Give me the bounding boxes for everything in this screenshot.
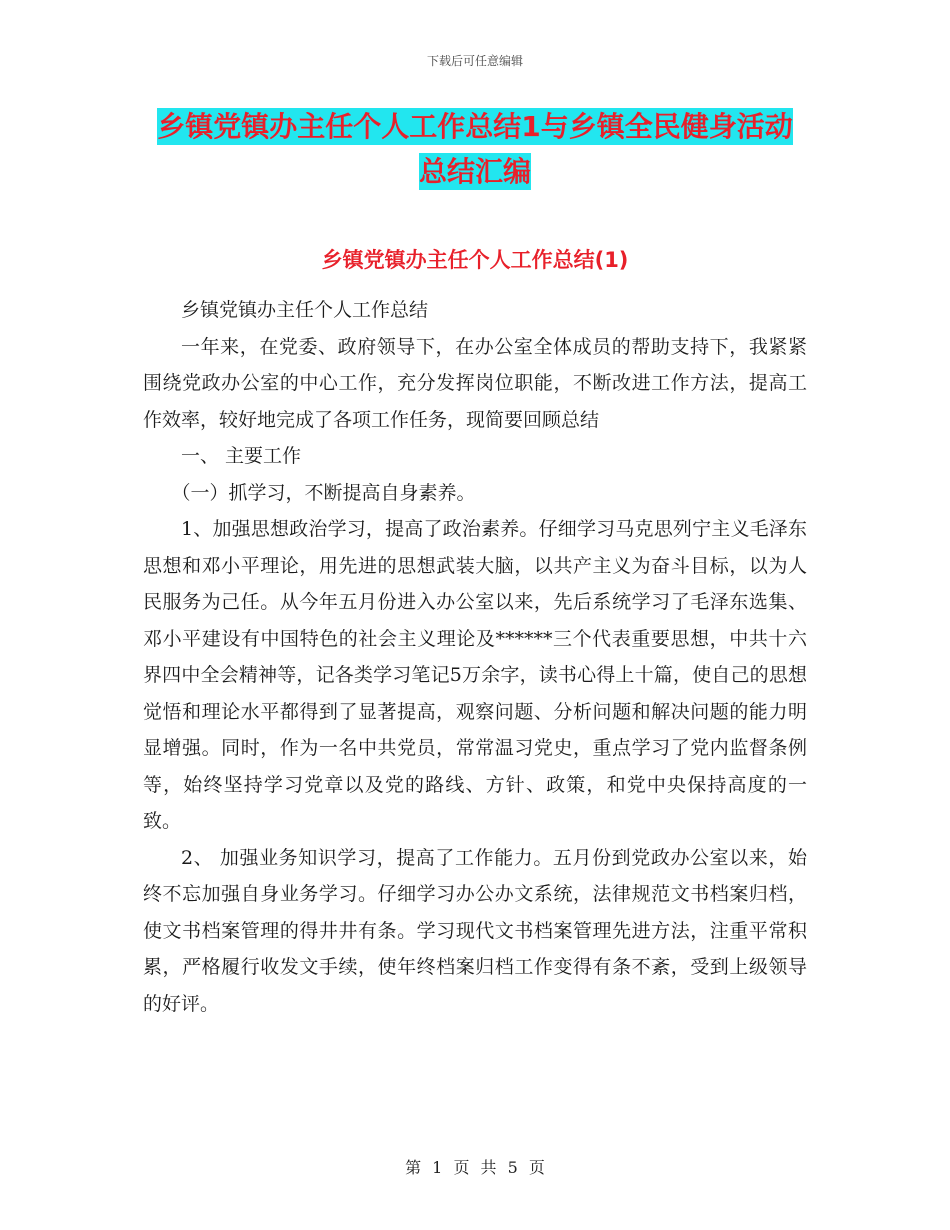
header-note: 下载后可任意编辑: [426, 54, 523, 68]
paragraph-subheading-study: （一）抓学习，不断提高自身素养。: [171, 481, 476, 504]
paragraph-item-1: 1、加强思想政治学习，提高了政治素养。仔细学习马克思列宁主义毛泽东思想和邓小平理论，用先进的思想武装大脑，以共产主义为奋斗目标，以为人民服务为己任。从今年五月份进入办公室以来，先后系统学习了毛泽东选集、邓小平建设有中国特色的社会主义理论及******三个代表重要思想，中共十六界四中全会精神等，记各类学习笔记5万余字，读书心得上十篇，使自己的思想觉悟和理论水平都得到了显著提高，观察问题、分析问题和解决问题的能力明显增强。同时，作为一名中共党员，常常温习党史，重点学习了党内监督条例等，始终坚持学习党章以及党的路线、方针、政策，和党中央保持高度的一致。: [143, 518, 807, 832]
page-footer: 第 1 页 共 5 页: [405, 1158, 545, 1177]
document-title-line-2: 总结汇编: [418, 155, 531, 188]
section-title: 乡镇党镇办主任个人工作总结(1): [321, 248, 629, 272]
document-title-line-1: 乡镇党镇办主任个人工作总结1与乡镇全民健身活动: [157, 110, 793, 143]
document-body: [143, 292, 807, 1022]
paragraph-heading-main-work: 一、 主要工作: [181, 445, 302, 467]
paragraph-intro: 一年来，在党委、政府领导下，在办公室全体成员的帮助支持下，我紧紧围绕党政办公室的中心工作，充分发挥岗位职能，不断改进工作方法，提高工作效率，较好地完成了各项工作任务，现简要回顾总结: [143, 335, 807, 431]
paragraph-subtitle: 乡镇党镇办主任个人工作总结: [181, 299, 429, 321]
document-title: [120, 104, 830, 194]
paragraph-item-2: 2、 加强业务知识学习，提高了工作能力。五月份到党政办公室以来，始终不忘加强自身业务学习。仔细学习办公办文系统，法律规范文书档案归档，使文书档案管理的得井井有条。学习现代文书档案管理先进方法，注重平常积累，严格履行收发文手续，使年终档案归档工作变得有条不紊，受到上级领导的好评。: [143, 846, 807, 1015]
